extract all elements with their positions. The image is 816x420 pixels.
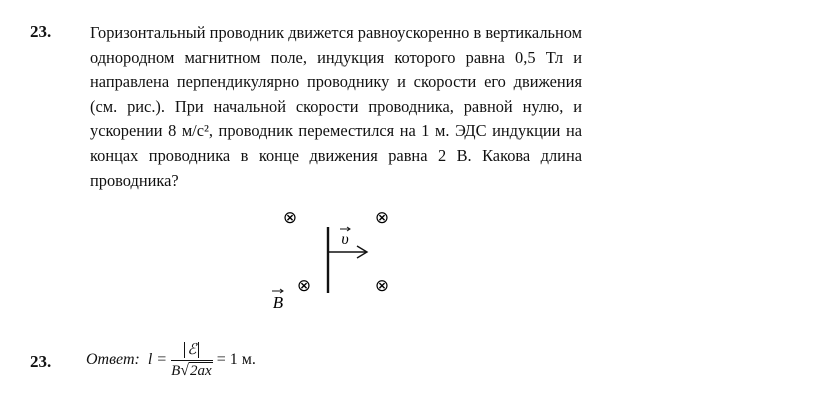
- denominator-b: B: [171, 363, 181, 379]
- problem-text: Горизонтальный проводник движется равноускоренно в вертикальном однородном магнитном поле, индукция которого равна 0,5 Тл и направлена перпендикулярно проводнику и скорости его движения (см. рис.). При начальной скорости проводника, равной нулю, и ускорении 8 м/с², проводник переместился на 1 м. ЭДС индукции на концах проводника в конце движения равна 2 В. Какова длина проводника?: [90, 23, 582, 190]
- emf-symbol: ℰ: [184, 342, 199, 358]
- answer-line: [86, 340, 256, 380]
- fraction-numerator: [182, 340, 201, 360]
- answer-label: Ответ:: [86, 351, 140, 368]
- field-into-page-symbol: ⊗: [374, 208, 390, 228]
- field-label: B: [272, 293, 284, 312]
- figure-diagram: [260, 205, 440, 320]
- velocity-label: υ: [341, 231, 349, 248]
- problem-number: 23.: [30, 22, 52, 41]
- answer-number: 23.: [30, 352, 52, 371]
- field-into-page-symbol: ⊗: [374, 276, 390, 296]
- field-into-page-symbol: ⊗: [296, 276, 312, 296]
- square-root: [180, 362, 212, 380]
- answer-result: = 1 м.: [216, 351, 256, 368]
- answer-fraction: [171, 340, 213, 380]
- field-into-page-symbol: ⊗: [282, 208, 298, 228]
- radical-icon: √: [180, 362, 190, 379]
- answer-lhs: l =: [147, 351, 168, 368]
- radicand: 2ax: [190, 363, 212, 379]
- fraction-denominator: [171, 361, 213, 380]
